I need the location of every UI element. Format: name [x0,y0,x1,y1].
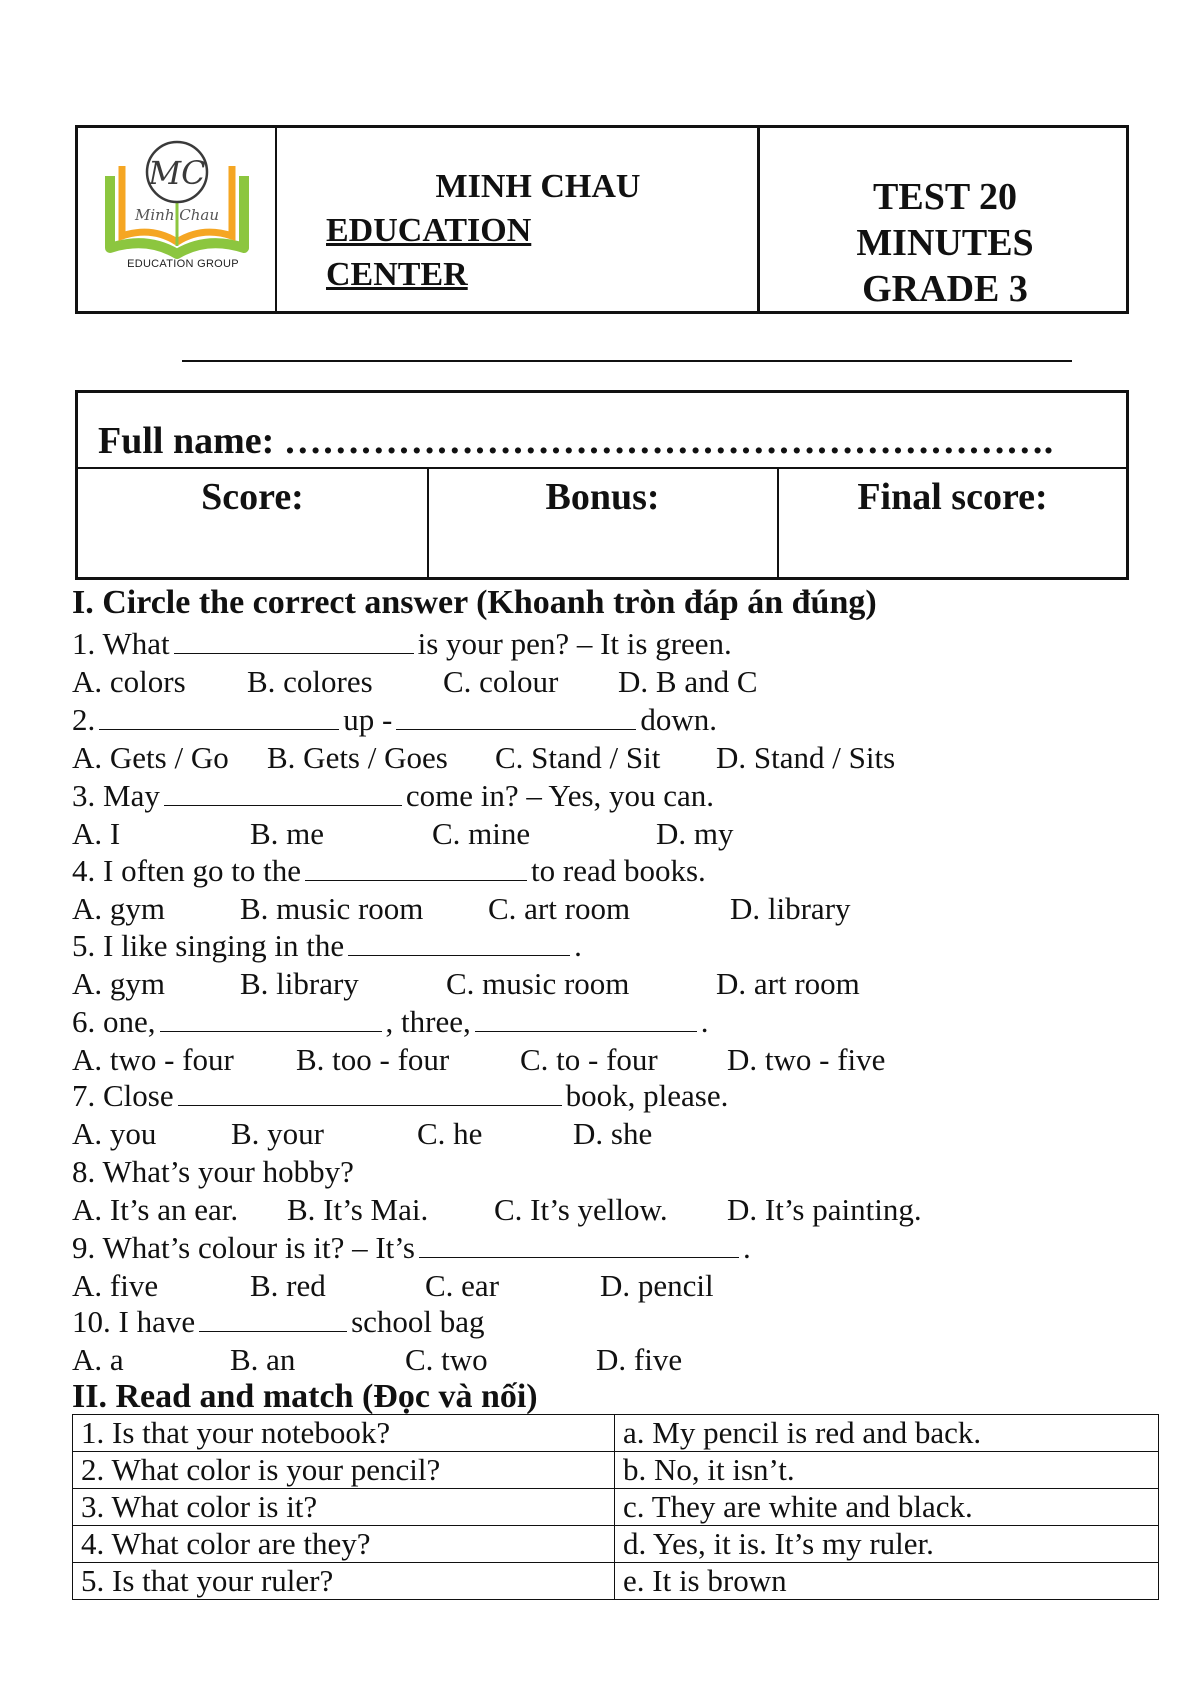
question-6-options [0,1042,1200,1078]
question-1-options [0,664,1200,700]
answer-blank[interactable] [396,703,636,730]
education-group-logo [92,136,262,266]
question-10: 10. I have school bag [72,1304,485,1339]
question-9-options [0,1268,1200,1304]
answer-blank[interactable] [199,1305,347,1332]
answer-cell[interactable]: d. Yes, it is. It’s my ruler. [615,1526,1159,1563]
option-b[interactable]: B. an [230,1342,296,1377]
logo-monogram: MC [148,154,206,192]
question-3-options [0,816,1200,852]
table-row [73,1526,1159,1563]
separator-line [182,360,1072,362]
option-a[interactable]: A. a [72,1342,124,1377]
center-name-line3: CENTER [326,256,468,293]
option-c[interactable]: C. he [417,1116,483,1151]
question-6: 6. one, , three, . [72,1004,709,1039]
option-c[interactable]: C. It’s yellow. [494,1192,668,1227]
answer-blank[interactable] [348,929,570,956]
table-row [73,1489,1159,1526]
answer-blank[interactable] [160,1005,382,1032]
question-3: 3. May come in? – Yes, you can. [72,778,715,813]
option-a[interactable]: A. two - four [72,1042,234,1077]
logo-caption: EDUCATION GROUP [127,258,239,270]
option-c[interactable]: C. mine [432,816,531,851]
answer-blank[interactable] [305,854,527,881]
option-d[interactable]: D. she [573,1116,653,1151]
option-a[interactable]: A. you [72,1116,157,1151]
answer-blank[interactable] [174,627,414,654]
option-a[interactable]: A. It’s an ear. [72,1192,239,1227]
option-d[interactable]: D. five [596,1342,683,1377]
section-1-title: I. Circle the correct answer (Khoanh tròn đáp án đúng) [72,584,877,621]
option-c[interactable]: C. colour [443,664,559,699]
test-line3: GRADE 3 [862,268,1028,310]
table-row [73,1452,1159,1489]
option-c[interactable]: C. two [405,1342,488,1377]
answer-cell[interactable]: c. They are white and black. [615,1489,1159,1526]
center-name-line2: EDUCATION [326,212,532,249]
option-d[interactable]: D. my [656,816,734,851]
option-c[interactable]: C. Stand / Sit [495,740,661,775]
option-c[interactable]: C. art room [488,891,631,926]
option-a[interactable]: A. Gets / Go [72,740,229,775]
question-cell[interactable]: 4. What color are they? [73,1526,615,1563]
option-a[interactable]: A. gym [72,891,165,926]
option-b[interactable]: B. music room [240,891,424,926]
test-line1: TEST 20 [873,176,1017,218]
question-4: 4. I often go to the to read books. [72,853,706,888]
question-5-options [0,966,1200,1002]
question-cell[interactable]: 1. Is that your notebook? [73,1415,615,1452]
section-2-title: II. Read and match (Đọc và nối) [72,1378,538,1415]
option-d[interactable]: D. pencil [600,1268,714,1303]
student-info-box [75,390,1129,580]
question-1: 1. What is your pen? – It is green. [72,626,732,661]
option-b[interactable]: B. It’s Mai. [287,1192,429,1227]
option-a[interactable]: A. gym [72,966,165,1001]
option-d[interactable]: D. Stand / Sits [716,740,896,775]
question-9: 9. What’s colour is it? – It’s . [72,1230,751,1265]
match-table [72,1414,1159,1600]
answer-blank[interactable] [164,779,402,806]
bonus-label: Bonus: [545,476,660,518]
header-box [75,125,1129,314]
answer-blank[interactable] [419,1231,739,1258]
answer-blank[interactable] [475,1005,697,1032]
header-divider [275,128,277,311]
answer-blank[interactable] [99,703,339,730]
option-b[interactable]: B. colores [247,664,373,699]
test-line2: MINUTES [856,222,1034,264]
option-a[interactable]: A. I [72,816,121,851]
question-7: 7. Close book, please. [72,1078,729,1113]
option-c[interactable]: C. music room [446,966,630,1001]
final-score-label: Final score: [857,476,1048,518]
question-cell[interactable]: 5. Is that your ruler? [73,1563,615,1600]
question-2-options [0,740,1200,776]
option-a[interactable]: A. colors [72,664,186,699]
option-d[interactable]: D. library [730,891,851,926]
option-d[interactable]: D. B and C [618,664,758,699]
answer-blank[interactable] [178,1079,562,1106]
question-7-options [0,1116,1200,1152]
answer-cell[interactable]: b. No, it isn’t. [615,1452,1159,1489]
full-name-field[interactable]: Full name: ……………………………………………………. [98,420,1054,462]
option-d[interactable]: D. It’s painting. [727,1192,922,1227]
option-c[interactable]: C. to - four [520,1042,658,1077]
option-b[interactable]: B. Gets / Goes [267,740,448,775]
question-2: 2. up - down. [72,702,717,737]
table-row [73,1563,1159,1600]
option-d[interactable]: D. two - five [727,1042,886,1077]
option-b[interactable]: B. red [250,1268,326,1303]
option-a[interactable]: A. five [72,1268,159,1303]
center-name-line1: MINH CHAU [435,168,641,205]
logo-script-text: Minh Chau [135,206,219,224]
option-b[interactable]: B. library [240,966,359,1001]
option-b[interactable]: B. your [231,1116,324,1151]
question-8-options [0,1192,1200,1228]
question-4-options [0,891,1200,927]
option-d[interactable]: D. art room [716,966,860,1001]
question-cell[interactable]: 2. What color is your pencil? [73,1452,615,1489]
question-5: 5. I like singing in the . [72,928,582,963]
table-row [73,1415,1159,1452]
option-b[interactable]: B. too - four [296,1042,450,1077]
question-cell[interactable]: 3. What color is it? [73,1489,615,1526]
row-divider [78,467,1126,469]
answer-cell[interactable]: e. It is brown [615,1563,1159,1600]
question-8: 8. What’s your hobby? [72,1154,354,1189]
test-info [760,174,1130,312]
answer-cell[interactable]: a. My pencil is red and back. [615,1415,1159,1452]
option-b[interactable]: B. me [250,816,325,851]
score-label: Score: [201,476,304,518]
question-10-options [0,1342,1200,1378]
option-c[interactable]: C. ear [425,1268,500,1303]
